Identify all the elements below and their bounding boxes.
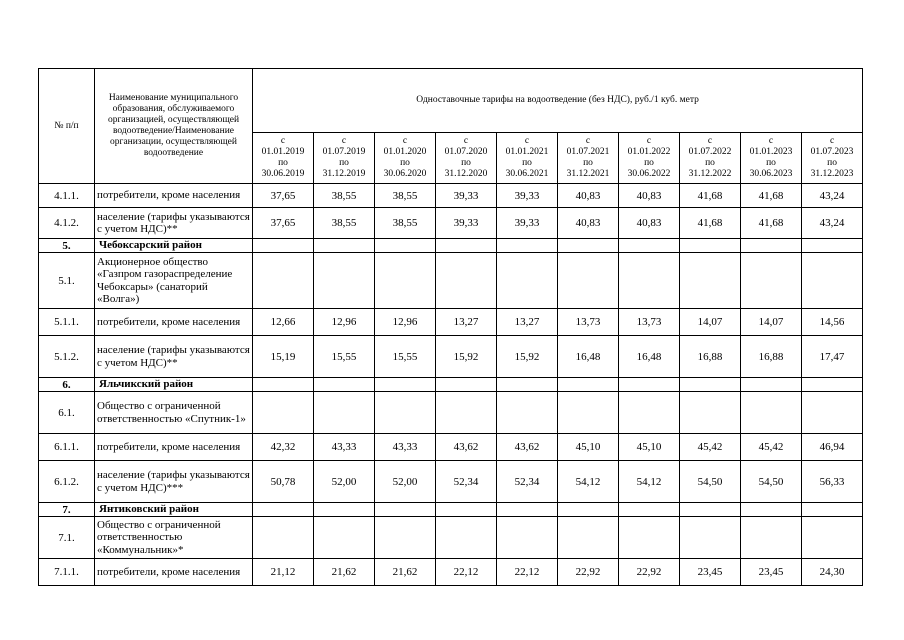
row-number: 5. [39,239,95,253]
row-name: Общество с ограниченной ответственностью «Коммунальник»* [95,517,253,559]
tariff-value [375,239,436,253]
tariff-value [802,378,863,392]
tariff-value: 23,45 [741,559,802,586]
tariff-value [314,378,375,392]
tariff-value: 40,83 [558,184,619,208]
tariff-value: 15,55 [375,336,436,378]
period-to: 30.06.2022 [627,169,671,179]
tariff-value: 38,55 [314,208,375,239]
tariff-value [253,378,314,392]
row-number: 5.1. [39,253,95,309]
tariff-value [741,517,802,559]
tariff-value: 22,92 [558,559,619,586]
tariff-value: 43,24 [802,208,863,239]
period-from: 01.01.2020 [383,147,427,157]
tariff-value: 41,68 [680,208,741,239]
tariff-value [253,503,314,517]
tariff-value: 22,92 [619,559,680,586]
tariff-value: 40,83 [558,208,619,239]
period-from: 01.01.2021 [505,147,549,157]
tariff-value [619,253,680,309]
tariff-value [436,503,497,517]
period-to-label: по [766,158,776,168]
tariff-value [436,392,497,434]
tariff-value: 13,73 [558,309,619,336]
tariff-value: 16,88 [741,336,802,378]
tariff-value: 24,30 [802,559,863,586]
table-row [39,336,863,378]
district-name: Чебоксарский район [95,239,253,253]
tariff-value [680,239,741,253]
period-from-label: с [280,136,286,146]
period-from: 01.07.2020 [444,147,488,157]
table-row [39,378,863,392]
header-number: № п/п [39,69,95,184]
tariff-value: 40,83 [619,208,680,239]
row-name: Акционерное общество «Газпром газораспределение Чебоксары» (санаторий «Волга») [95,253,253,309]
tariff-value [741,239,802,253]
period-to: 31.12.2021 [566,169,610,179]
tariff-value: 52,34 [436,461,497,503]
header-name: Наименование муниципального образования, обслуживаемого организацией, осуществляющей водоотведение/Наименование организации, осуществляющей водоотведение [95,69,253,184]
tariff-value: 45,10 [558,434,619,461]
tariff-value: 41,68 [680,184,741,208]
tariff-value: 14,07 [741,309,802,336]
row-name: Общество с ограниченной ответственностью «Спутник-1» [95,392,253,434]
tariff-value [497,392,558,434]
tariff-value [802,392,863,434]
period-header [741,133,802,184]
tariff-value [802,253,863,309]
tariff-value [375,392,436,434]
tariff-value [436,253,497,309]
tariff-value: 14,56 [802,309,863,336]
row-number: 5.1.2. [39,336,95,378]
row-number: 7. [39,503,95,517]
tariff-value [253,517,314,559]
tariff-value: 16,88 [680,336,741,378]
tariff-value: 52,34 [497,461,558,503]
row-name: потребители, кроме населения [95,309,253,336]
tariff-value [253,392,314,434]
period-header [680,133,741,184]
row-name: население (тарифы указываются с учетом НДС)** [95,336,253,378]
tariff-value: 54,50 [741,461,802,503]
tariff-value: 17,47 [802,336,863,378]
period-to: 30.06.2023 [749,169,793,179]
tariff-value [741,392,802,434]
table-row [39,208,863,239]
tariff-value: 13,73 [619,309,680,336]
tariff-value: 54,12 [558,461,619,503]
period-from: 01.01.2022 [627,147,671,157]
period-from-label: с [402,136,408,146]
row-number: 6. [39,378,95,392]
period-to-label: по [705,158,715,168]
tariff-value: 39,33 [497,184,558,208]
tariff-value [680,378,741,392]
period-from: 01.01.2023 [749,147,793,157]
tariff-value: 21,62 [375,559,436,586]
tariff-value: 43,62 [497,434,558,461]
period-to-label: по [339,158,349,168]
tariff-value: 42,32 [253,434,314,461]
tariff-value: 50,78 [253,461,314,503]
tariff-value [680,503,741,517]
tariff-value [497,378,558,392]
tariff-value [741,378,802,392]
table-body [39,184,863,586]
period-to: 31.12.2023 [810,169,854,179]
tariff-value [375,503,436,517]
row-number: 6.1.2. [39,461,95,503]
period-header [558,133,619,184]
tariff-value [558,517,619,559]
tariff-value: 16,48 [619,336,680,378]
row-name: потребители, кроме населения [95,184,253,208]
period-to-label: по [583,158,593,168]
tariff-value: 39,33 [497,208,558,239]
period-to-label: по [522,158,532,168]
tariff-value [253,253,314,309]
period-from: 01.07.2021 [566,147,610,157]
tariff-value [375,517,436,559]
tariff-value [619,392,680,434]
period-from: 01.07.2023 [810,147,854,157]
table-header [39,69,863,184]
header-row-1 [39,69,863,133]
period-header [375,133,436,184]
period-from-label: с [524,136,530,146]
row-name: население (тарифы указываются с учетом НДС)** [95,208,253,239]
table-row [39,503,863,517]
table-row [39,309,863,336]
tariff-value: 14,07 [680,309,741,336]
period-from-label: с [707,136,713,146]
row-number: 5.1.1. [39,309,95,336]
tariff-value: 16,48 [558,336,619,378]
period-from-label: с [463,136,469,146]
district-name: Яльчикский район [95,378,253,392]
tariff-value [436,378,497,392]
tariff-value: 12,66 [253,309,314,336]
tariff-value [802,239,863,253]
tariff-value [497,253,558,309]
tariff-value [619,503,680,517]
tariff-value [497,239,558,253]
tariff-value: 38,55 [375,184,436,208]
tariff-value [314,239,375,253]
tariff-value [680,517,741,559]
tariff-value: 40,83 [619,184,680,208]
table-row [39,239,863,253]
row-number: 7.1.1. [39,559,95,586]
tariff-value: 22,12 [436,559,497,586]
tariff-value: 52,00 [314,461,375,503]
period-to: 30.06.2020 [383,169,427,179]
row-name: потребители, кроме населения [95,434,253,461]
period-to: 31.12.2019 [322,169,366,179]
tariff-value [619,239,680,253]
table-row [39,434,863,461]
tariff-value: 37,65 [253,208,314,239]
tariff-value [802,517,863,559]
period-from-label: с [768,136,774,146]
tariff-value: 22,12 [497,559,558,586]
tariff-value [558,253,619,309]
tariff-value: 43,62 [436,434,497,461]
tariff-value [558,378,619,392]
tariff-value: 38,55 [314,184,375,208]
tariff-value [619,517,680,559]
tariff-value: 13,27 [436,309,497,336]
table-row [39,392,863,434]
tariff-value: 43,33 [375,434,436,461]
tariff-table [38,68,863,586]
period-to: 31.12.2022 [688,169,732,179]
tariff-value: 54,50 [680,461,741,503]
period-from-label: с [829,136,835,146]
period-from: 01.07.2019 [322,147,366,157]
table-row [39,517,863,559]
table-row [39,559,863,586]
tariff-value [375,253,436,309]
row-name: население (тарифы указываются с учетом НДС)*** [95,461,253,503]
period-to-label: по [827,158,837,168]
tariff-value: 39,33 [436,208,497,239]
tariff-value: 46,94 [802,434,863,461]
period-from-label: с [646,136,652,146]
tariff-value [680,392,741,434]
tariff-value: 43,24 [802,184,863,208]
row-number: 6.1. [39,392,95,434]
period-header [497,133,558,184]
table-row [39,253,863,309]
table-row [39,184,863,208]
period-header [314,133,375,184]
tariff-value: 54,12 [619,461,680,503]
tariff-value: 37,65 [253,184,314,208]
tariff-value [436,239,497,253]
period-header [802,133,863,184]
period-to-label: по [400,158,410,168]
period-from-label: с [341,136,347,146]
tariff-value: 13,27 [497,309,558,336]
tariff-value [314,503,375,517]
tariff-value [741,503,802,517]
period-header [253,133,314,184]
tariff-value: 45,42 [680,434,741,461]
period-to: 30.06.2019 [261,169,305,179]
period-header [619,133,680,184]
tariff-value: 15,92 [436,336,497,378]
tariff-value: 41,68 [741,208,802,239]
period-from-label: с [585,136,591,146]
row-number: 6.1.1. [39,434,95,461]
tariff-value [314,517,375,559]
tariff-value [314,253,375,309]
tariff-value: 15,55 [314,336,375,378]
tariff-value: 56,33 [802,461,863,503]
tariff-value [558,392,619,434]
tariff-value [375,378,436,392]
period-to-label: по [278,158,288,168]
tariff-value: 21,12 [253,559,314,586]
tariff-value: 38,55 [375,208,436,239]
period-to: 31.12.2020 [444,169,488,179]
tariff-value [497,517,558,559]
tariff-value [253,239,314,253]
row-name: потребители, кроме населения [95,559,253,586]
header-tariff-title: Одноставочные тарифы на водоотведение (без НДС), руб./1 куб. метр [253,69,863,133]
tariff-value: 15,19 [253,336,314,378]
tariff-value [741,253,802,309]
period-to: 30.06.2021 [505,169,549,179]
tariff-value [314,392,375,434]
row-number: 4.1.1. [39,184,95,208]
period-to-label: по [644,158,654,168]
tariff-value: 52,00 [375,461,436,503]
tariff-value [558,239,619,253]
tariff-value: 45,42 [741,434,802,461]
tariff-value: 15,92 [497,336,558,378]
period-to-label: по [461,158,471,168]
row-number: 7.1. [39,517,95,559]
district-name: Янтиковский район [95,503,253,517]
tariff-value: 43,33 [314,434,375,461]
tariff-value [619,378,680,392]
tariff-value: 21,62 [314,559,375,586]
period-header [436,133,497,184]
tariff-value: 12,96 [375,309,436,336]
tariff-value: 39,33 [436,184,497,208]
row-number: 4.1.2. [39,208,95,239]
tariff-value [497,503,558,517]
tariff-value [436,517,497,559]
tariff-value [802,503,863,517]
tariff-value: 45,10 [619,434,680,461]
tariff-value: 12,96 [314,309,375,336]
period-from: 01.01.2019 [261,147,305,157]
tariff-value: 41,68 [741,184,802,208]
tariff-value: 23,45 [680,559,741,586]
tariff-value [680,253,741,309]
tariff-value [558,503,619,517]
period-from: 01.07.2022 [688,147,732,157]
table-row [39,461,863,503]
